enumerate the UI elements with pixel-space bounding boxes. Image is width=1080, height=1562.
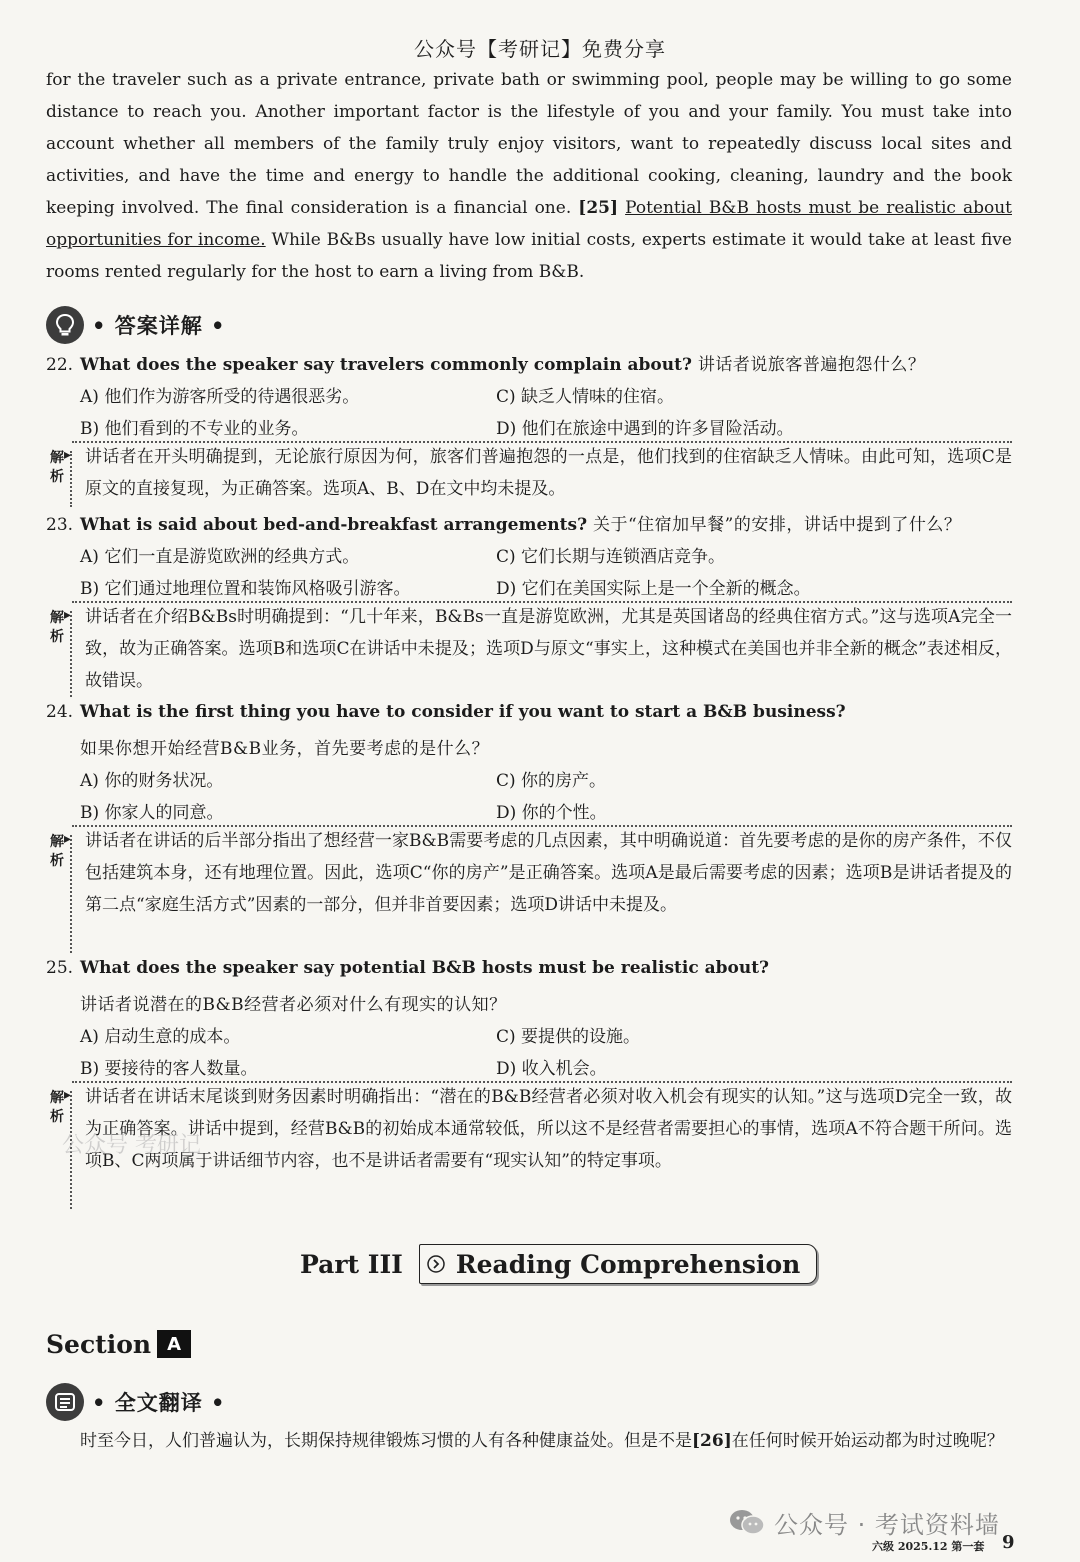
- passage-text-after: While B&Bs usually have low initial costs, experts estimate it would take at least five rooms rented regularly for the host to earn a living from B&B.: [46, 230, 1012, 282]
- question-english: What is the first thing you have to consider if you want to start a B&B business?: [80, 702, 846, 722]
- translation-paragraph: [46, 1424, 1012, 1458]
- question-25: [46, 958, 1026, 978]
- document-icon: [46, 1383, 84, 1421]
- question-23: [46, 510, 1026, 535]
- analysis-text: 讲话者在介绍B&Bs时明确提到：“几十年来，B&Bs一直是游览欧洲，尤其是英国诸岛的经典住宿方式。”这与选项A完全一致，故为正确答案。选项B和选项C在讲话中未提及；选项D与原文“事实上，这种模式在美国也并非全新的概念”表述相反，故错误。: [85, 607, 1012, 691]
- footer: [728, 1502, 1000, 1542]
- analysis-23: [46, 601, 1012, 697]
- passage-text-before: for the traveler such as a private entrance, private bath or swimming pool, people may be willing to go some distance to reach you. Another important factor is the lifestyle of you and your family. You must take into account whether all members of the family truly enjoy visitors, want to repeatedly discuss local sites and activities, and have the time and energy to handle the additional cooking, cleaning, laundry and the book keeping involved. The final consideration is a financial one.: [46, 70, 1012, 218]
- option-c: C) 要提供的设施。: [496, 1027, 641, 1047]
- question-english: What does the speaker say potential B&B hosts must be realistic about?: [80, 958, 770, 978]
- question-tag-25: [25]: [578, 198, 619, 218]
- question-number: 25.: [46, 958, 74, 978]
- analysis-label: 解析: [50, 450, 64, 485]
- question-number: 23.: [46, 515, 74, 535]
- lightbulb-icon: [46, 306, 84, 344]
- part-title: Reading Comprehension: [455, 1249, 801, 1279]
- page-header: 公众号【考研记】免费分享: [414, 37, 666, 61]
- analysis-label: 解析: [50, 1090, 64, 1125]
- arrow-icon: ▸: [64, 447, 72, 463]
- wechat-icon: [728, 1508, 766, 1536]
- question-english: What does the speaker say travelers commonly complain about?: [80, 355, 692, 375]
- question-number: 22.: [46, 355, 74, 375]
- page-number: 9: [1002, 1532, 1015, 1553]
- answer-section-title: • 答案详解 •: [92, 313, 226, 338]
- part-number: Part III: [300, 1249, 403, 1279]
- part-title-box: [419, 1244, 817, 1284]
- section-label: Section: [46, 1329, 152, 1359]
- analysis-label: 解析: [50, 610, 64, 645]
- footer-edition: 六级 2025.12 第一套: [872, 1540, 985, 1553]
- question-chinese: 讲话者说旅客普遍抱怨什么？: [697, 355, 926, 375]
- option-b: B) 他们看到的不专业的业务。: [80, 419, 309, 439]
- watermark: 公众号 考研记: [62, 1133, 201, 1158]
- section-heading: [46, 1326, 191, 1362]
- option-d: D) 收入机会。: [496, 1059, 607, 1079]
- question-number: 24.: [46, 702, 74, 722]
- underlined-answer-sentence: Potential B&B hosts must be realistic about opportunities for income.: [46, 198, 1012, 250]
- analysis-22: [46, 441, 1012, 507]
- option-a: A) 他们作为游客所受的待遇很恶劣。: [80, 387, 360, 407]
- option-a: A) 启动生意的成本。: [80, 1027, 241, 1047]
- option-b: B) 它们通过地理位置和装饰风格吸引游客。: [80, 579, 411, 599]
- option-d: D) 它们在美国实际上是一个全新的概念。: [496, 579, 811, 599]
- translation-text-after: 在任何时候开始运动都为时过晚呢？: [731, 1431, 1004, 1451]
- analysis-text: 讲话者在讲话的后半部分指出了想经营一家B&B需要考虑的几点因素，其中明确说道：首先要考虑的是你的房产条件，不仅包括建筑本身，还有地理位置。因此，选项C“你的房产”是正确答案。选项A是最后需要考虑的因素；选项B是讲话者提及的第二点“家庭生活方式”因素的一部分，但并非首要因素；选项D讲话中未提及。: [85, 831, 1012, 915]
- question-22: [46, 350, 1026, 375]
- translation-section-title: • 全文翻译 •: [92, 1390, 226, 1415]
- option-a: A) 它们一直是游览欧洲的经典方式。: [80, 547, 360, 567]
- question-24: [46, 702, 1026, 722]
- analysis-label: 解析: [50, 834, 64, 869]
- part-heading: [300, 1242, 817, 1286]
- question-chinese: 如果你想开始经营B&B业务，首先要考虑的是什么？: [80, 739, 490, 759]
- passage-paragraph: [46, 64, 1012, 288]
- section-letter-badge: A: [157, 1330, 191, 1358]
- translation-text-before: 时至今日，人们普遍认为，长期保持规律锻炼习惯的人有各种健康益处。但是不是: [80, 1431, 692, 1451]
- arrow-icon: ▸: [64, 1087, 72, 1103]
- analysis-text: 讲话者在开头明确提到，无论旅行原因为何，旅客们普遍抱怨的一点是，他们找到的住宿缺乏人情味。由此可知，选项C是原文的直接复现，为正确答案。选项A、B、D在文中均未提及。: [85, 447, 1012, 499]
- arrow-icon: ▸: [64, 607, 72, 623]
- translation-section-heading: [46, 1382, 225, 1422]
- option-d: D) 你的个性。: [496, 803, 607, 823]
- question-chinese: 讲话者说潜在的B&B经营者必须对什么有现实的认知？: [80, 995, 507, 1015]
- option-b: B) 要接待的客人数量。: [80, 1059, 258, 1079]
- question-chinese: 关于“住宿加早餐”的安排，讲话中提到了什么？: [592, 515, 962, 535]
- answer-section-heading: [46, 305, 225, 345]
- option-d: D) 他们在旅途中遇到的许多冒险活动。: [496, 419, 794, 439]
- question-tag-26: [26]: [692, 1431, 732, 1451]
- analysis-text: 讲话者在讲话末尾谈到财务因素时明确指出：“潜在的B&B经营者必须对收入机会有现实的认知。”这与选项D完全一致，故为正确答案。讲话中提到，经营B&B的初始成本通常较低，所以这不是经营者需要担心的事情，选项A不符合题干所问。选项B、C两项属于讲话细节内容，也不是讲话者需要有“现实认知”的特定事项。: [85, 1087, 1012, 1171]
- option-c: C) 它们长期与连锁酒店竞争。: [496, 547, 726, 567]
- arrow-icon: ▸: [64, 831, 72, 847]
- chevron-right-icon: [426, 1254, 446, 1274]
- option-c: C) 缺乏人情味的住宿。: [496, 387, 675, 407]
- question-english: What is said about bed-and-breakfast arrangements?: [80, 515, 588, 535]
- option-a: A) 你的财务状况。: [80, 771, 224, 791]
- option-c: C) 你的房产。: [496, 771, 607, 791]
- option-b: B) 你家人的同意。: [80, 803, 224, 823]
- footer-account: 公众号 · 考试资料墙: [774, 1510, 1000, 1539]
- analysis-24: [46, 825, 1012, 953]
